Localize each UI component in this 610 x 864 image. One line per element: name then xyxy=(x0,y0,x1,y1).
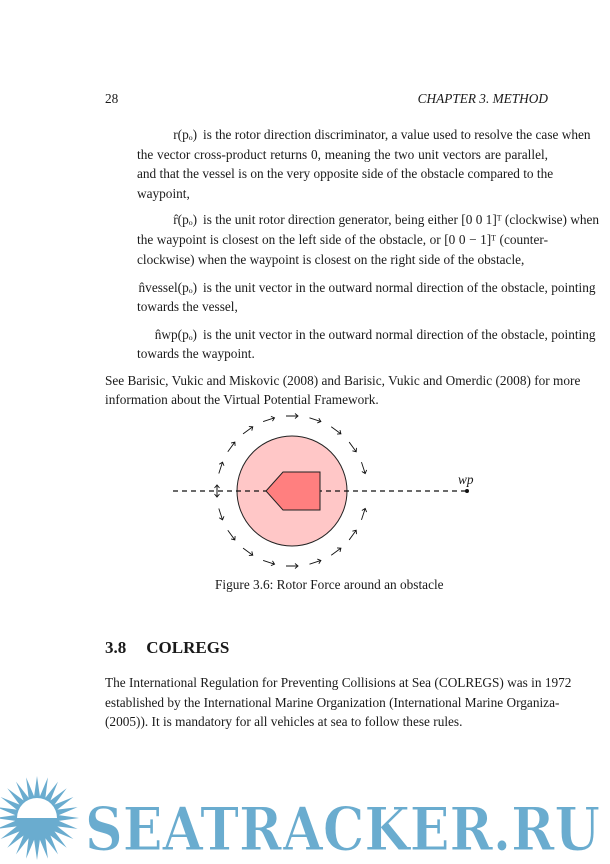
running-header: CHAPTER 3. METHOD xyxy=(417,91,548,106)
section-paragraph: established by the International Marine Organization (International Marine Organiza- xyxy=(105,695,560,710)
definition-text: is the unit vector in the outward normal direction of the obstacle, pointing xyxy=(203,327,596,342)
definition-text: waypoint, xyxy=(137,186,190,201)
definition-term: r(pₒ) xyxy=(173,127,197,142)
page-number: 28 xyxy=(105,91,119,106)
definition-text: the waypoint is closest on the left side of the obstacle, or [0 0 − 1]ᵀ (counter- xyxy=(137,232,548,247)
definition-term: r̂(pₒ) xyxy=(173,212,197,227)
sun-icon xyxy=(0,776,79,860)
definition-term: n̂wp(pₒ) xyxy=(154,327,197,342)
definition-text: clockwise) when the waypoint is closest on the right side of the obstacle, xyxy=(137,252,525,267)
definition-text: is the unit vector in the outward normal direction of the obstacle, pointing xyxy=(203,280,596,295)
reference-paragraph: information about the Virtual Potential Framework. xyxy=(105,392,379,407)
section-number: 3.8 xyxy=(105,638,127,657)
definition-term: n̂vessel(pₒ) xyxy=(138,280,197,295)
section-title: COLREGS xyxy=(146,638,230,657)
definition-text: the vector cross-product returns 0, meaning the two unit vectors are parallel, xyxy=(137,147,548,162)
figure-caption: Figure 3.6: Rotor Force around an obstacle xyxy=(215,577,444,592)
definition-text: towards the vessel, xyxy=(137,299,238,314)
definition-text: is the rotor direction discriminator, a value used to resolve the case when xyxy=(203,127,591,142)
definition-text: and that the vessel is on the very opposite side of the obstacle compared to the xyxy=(137,166,554,181)
definition-text: is the unit rotor direction generator, being either [0 0 1]ᵀ (clockwise) when xyxy=(203,212,600,227)
reference-paragraph: See Barisic, Vukic and Miskovic (2008) and Barisic, Vukic and Omerdic (2008) for more xyxy=(105,373,581,388)
waypoint-label: wp xyxy=(458,472,474,487)
svg-text:SEATRACKER.RU: SEATRACKER.RU xyxy=(85,795,600,864)
section-paragraph: (2005)). It is mandatory for all vehicles at sea to follow these rules. xyxy=(105,714,463,729)
section-paragraph: The International Regulation for Preventing Collisions at Sea (COLREGS) was in 1972 xyxy=(105,675,572,690)
definition-text: towards the waypoint. xyxy=(137,346,255,361)
